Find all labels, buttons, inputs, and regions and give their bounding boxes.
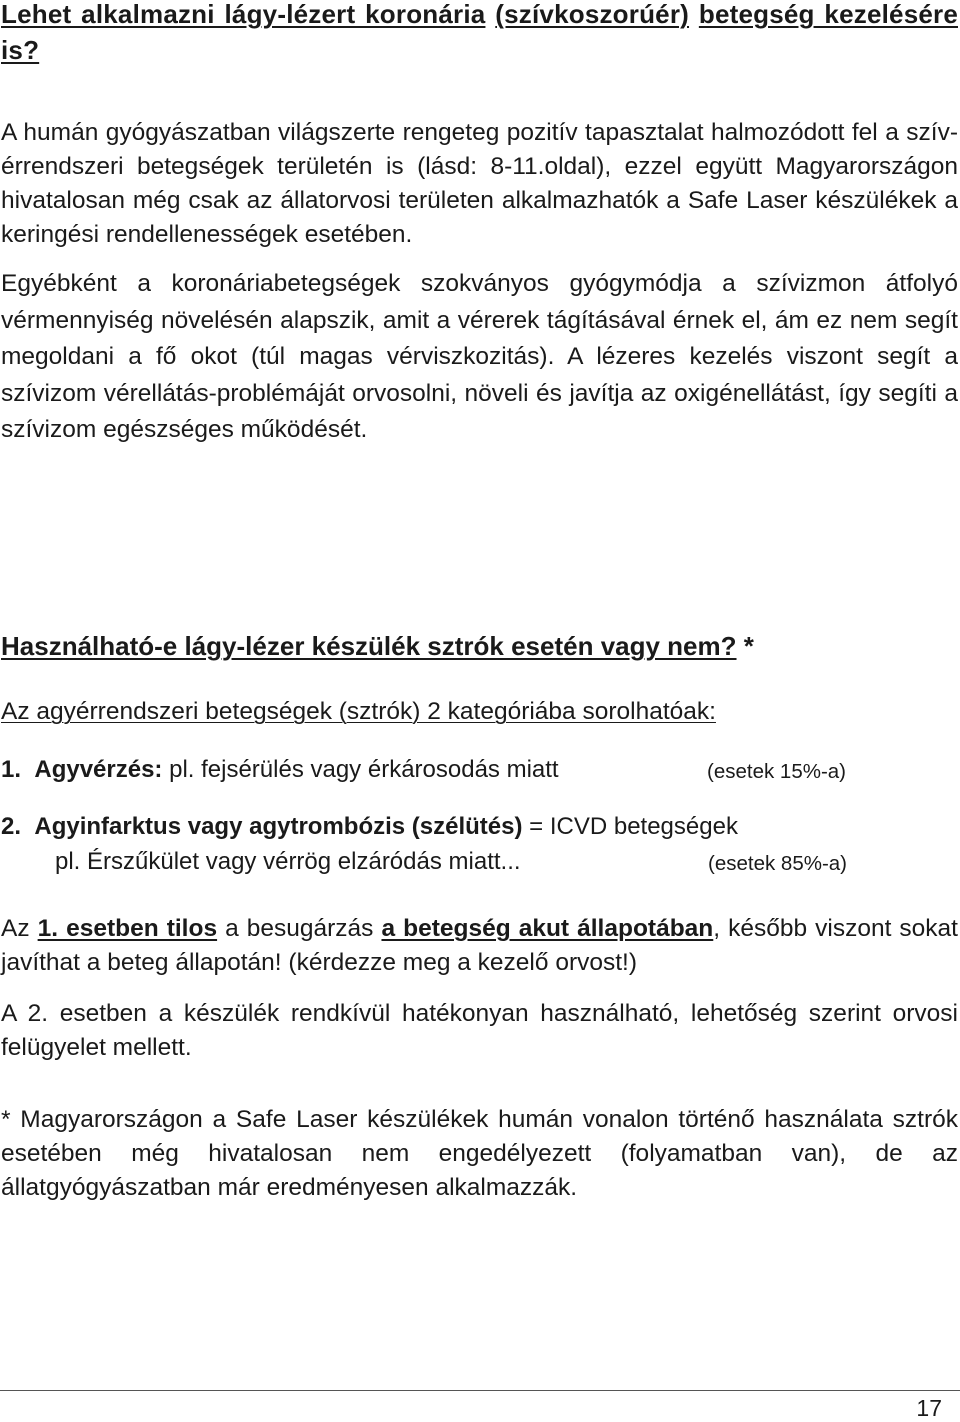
page-number: 17 (916, 1395, 942, 1421)
list-note-1: (esetek 15%-a) (707, 760, 847, 783)
list-term-1: Agyvérzés: (34, 756, 163, 783)
case1-text-a: Az (1, 915, 38, 942)
paragraph-case-2: A 2. esetben a készülék rendkívül hatékonyan használható, lehetőség szerint orvosi felügyelet mellett. (1, 1000, 958, 1061)
list-term-2: Agyinfarktus vagy agytrombózis (szélütés) (34, 813, 523, 840)
list-item-2 (1, 810, 738, 844)
case1-text-b: a besugárzás (217, 915, 382, 942)
list-number-1: 1. (1, 756, 22, 783)
heading-part-b: (szívkoszorúér) (495, 0, 690, 29)
footnote: * Magyarországon a Safe Laser készülékek humán vonalon történő használata sztrók esetében még hivatalosan nem engedélyezett (folyamatban van), de az állatgyógyászatban már eredményesen alkalmazzák. (1, 1106, 958, 1201)
list-text-1: pl. fejsérülés vagy érkárosodás miatt (162, 756, 559, 783)
subheading-text: Az agyérrendszeri betegségek (sztrók) 2 kategóriába sorolhatóak: (1, 698, 716, 725)
paragraph-coronary-treatment: Egyébként a koronáriabetegségek szokványos gyógymódja a szívizmon átfolyó vérmennyiség növelésén alapszik, amit a vérerek tágításával érnek el, ám ez nem segít megoldani a fő okot (túl magas vérviszkozitás). A lézeres kezelés viszont segít a szívizom vérellátás-problémáját orvosolni, növeli és javítja az oxigénellátást, így segíti a szívizom egészséges működését. (1, 270, 958, 443)
heading-part-a: Lehet alkalmazni lágy-lézert koronária (1, 0, 486, 29)
stroke-heading-text: Használható-e lágy-lézer készülék sztrók esetén vagy nem? (1, 631, 737, 661)
list-item-2-line2: pl. Érszűkület vagy vérrög elzáródás miatt... (55, 848, 521, 875)
case1-text-c: , később viszont sokat javíthat a beteg állapotán! (kérdezze meg a kezelő orvost!) (1, 915, 958, 976)
footer-rule (0, 1390, 960, 1391)
case1-emphasis-b: a betegség akut állapotában (381, 915, 714, 942)
paragraph-human-experience: A humán gyógyászatban világszerte rengeteg pozitív tapasztalat halmozódott fel a szív-érrendszeri betegségek területén is (lásd: 8-11.oldal), ezzel együtt Magyarországon hivatalosan még csak az állatorvosi területen alkalmazhatók a Safe Laser készülékek a keringési rendellenességek esetében. (1, 119, 958, 248)
coronary-question-heading (1, 0, 958, 68)
heading-part-c: betegség kezelésére is? (1, 0, 958, 65)
paragraph-case-1 (1, 912, 958, 980)
list-number-2: 2. (1, 813, 22, 840)
case1-emphasis-a: 1. esetben tilos (37, 915, 218, 942)
list-item-1 (1, 753, 559, 787)
list-text-2: = ICVD betegségek (522, 813, 738, 840)
heading-asterisk: * (736, 631, 754, 661)
stroke-question-heading (1, 628, 958, 664)
stroke-categories-subheading (1, 695, 958, 729)
list-note-2: (esetek 85%-a) (708, 852, 848, 875)
